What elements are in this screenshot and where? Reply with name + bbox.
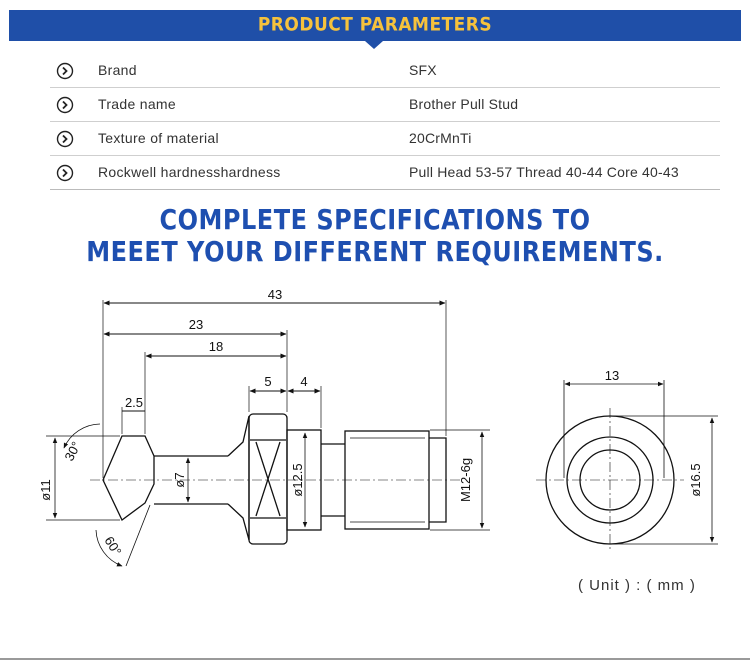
unit-note: ( Unit ) : ( mm ) <box>578 577 696 594</box>
param-value: SFX <box>409 62 437 78</box>
param-label: Rockwell hardnesshardness <box>98 164 281 180</box>
headline-line-2: MEEET YOUR DIFFERENT REQUIREMENTS. <box>86 235 664 269</box>
chevron-circle-icon <box>56 164 74 182</box>
chevron-circle-icon <box>56 62 74 80</box>
header-banner <box>9 10 741 41</box>
param-label: Texture of material <box>98 130 219 146</box>
param-row-hardness <box>50 156 720 190</box>
parameters-table <box>50 54 720 190</box>
technical-drawing <box>0 270 750 570</box>
chevron-circle-icon <box>56 96 74 114</box>
dim-thread: M12-6g <box>458 457 473 503</box>
pull-stud-side-view <box>103 414 446 544</box>
param-value: 20CrMnTi <box>409 130 472 146</box>
dim-d16-5: ø16.5 <box>688 463 703 497</box>
dim-23: 23 <box>188 317 204 332</box>
dim-4: 4 <box>300 374 308 389</box>
param-row-trade-name <box>50 88 720 122</box>
bottom-divider <box>0 658 750 660</box>
dim-13: 13 <box>604 368 620 383</box>
param-value: Pull Head 53-57 Thread 40-44 Core 40-43 <box>409 164 679 180</box>
param-label: Brand <box>98 62 137 78</box>
param-label: Trade name <box>98 96 176 112</box>
dim-d12-5: ø12.5 <box>290 463 305 497</box>
param-row-material <box>50 122 720 156</box>
dim-18: 18 <box>208 339 224 354</box>
dim-2-5: 2.5 <box>124 395 144 410</box>
dim-overall: 43 <box>267 287 283 302</box>
dim-30deg: 30° <box>61 438 84 464</box>
header-title: PRODUCT PARAMETERS <box>257 13 493 37</box>
dim-5: 5 <box>264 374 272 389</box>
chevron-circle-icon <box>56 130 74 148</box>
dim-60deg: 60° <box>101 533 125 559</box>
param-row-brand <box>50 54 720 88</box>
headline-line-1: COMPLETE SPECIFICATIONS TO <box>159 203 591 237</box>
header-notch <box>365 41 383 49</box>
param-value: Brother Pull Stud <box>409 96 519 112</box>
dim-d7: ø7 <box>172 472 187 488</box>
dim-d11: ø11 <box>38 479 53 501</box>
